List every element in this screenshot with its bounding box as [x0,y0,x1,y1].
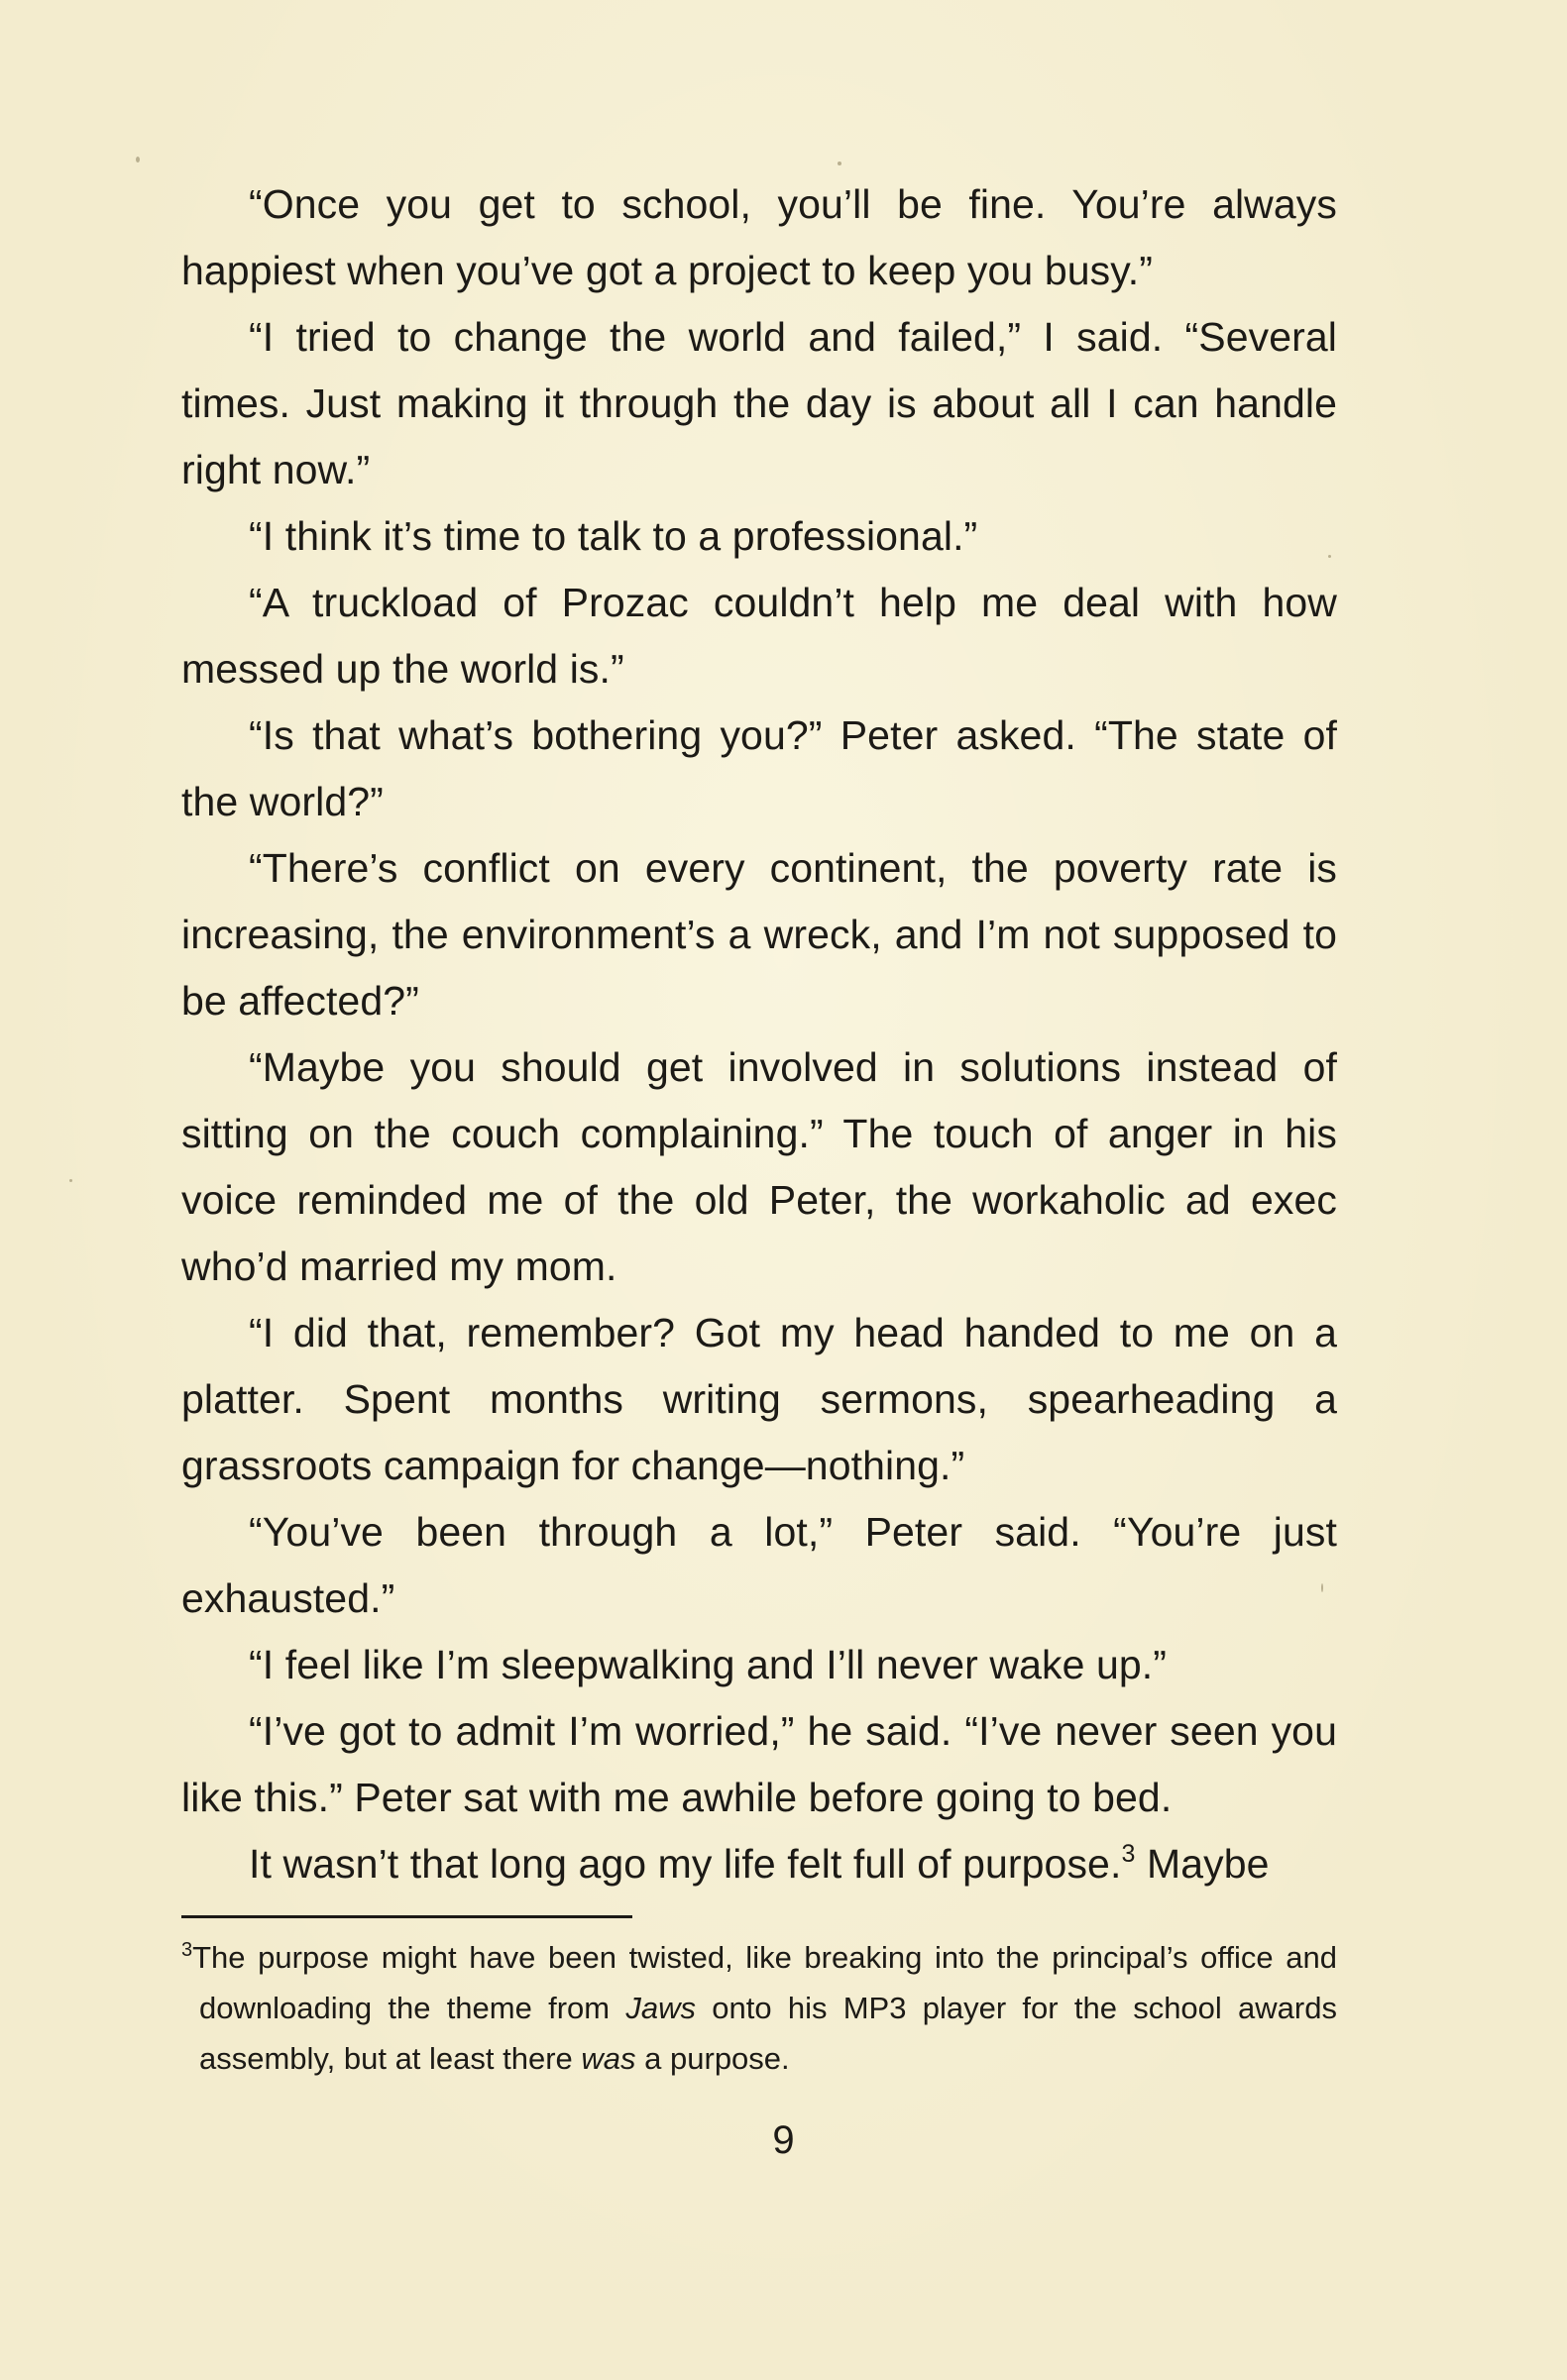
footnote-text: a purpose. [635,2041,790,2076]
paragraph: “I feel like I’m sleepwalking and I’ll never wake up.” [249,1642,1168,1687]
paragraph: “I’ve got to admit I’m worried,” he said. “I’ve never seen you like this.” Peter sat with me awhile before going to bed. [181,1708,1337,1820]
page-number: 9 [772,2118,795,2162]
footnote-marker: 3 [181,1939,193,1961]
paper-speck [838,162,841,165]
body-text [181,171,1337,1897]
paragraph: “A truckload of Prozac couldn’t help me deal with how messed up the world is.” [181,580,1337,692]
paper-speck [136,157,140,162]
paragraph: “I tried to change the world and failed,” I said. “Several times. Just making it through the day is about all I can handle right now.” [181,314,1337,492]
paragraph: “Maybe you should get involved in solutions instead of sitting on the couch complaining.” The touch of anger in his voice reminded me of the old Peter, the workaholic ad exec who’d married my mom. [181,1044,1337,1289]
paragraph: “You’ve been through a lot,” Peter said. “You’re just exhausted.” [181,1509,1337,1621]
footnote-body [181,1932,1337,2084]
footnote-italic-emphasis: was [581,2041,636,2076]
paragraph: “I did that, remember? Got my head handed to me on a platter. Spent months writing sermons, spearheading a grassroots campaign for change—nothing.” [181,1310,1337,1488]
paragraph: “Is that what’s bothering you?” Peter asked. “The state of the world?” [181,712,1337,824]
paragraph: “Once you get to school, you’ll be fine. You’re always happiest when you’ve got a project to keep you busy.” [181,181,1337,293]
footnote-divider [181,1915,632,1918]
footnote [181,1932,1337,2084]
paragraph: “There’s conflict on every continent, the poverty rate is increasing, the environment’s a wreck, and I’m not supposed to be affected?” [181,845,1337,1024]
footnote-text: The purpose might have been twisted, like breaking into the principal’s office and downloading the theme from [192,1940,1337,2025]
paper-speck [69,1179,72,1182]
footnote-reference: 3 [1121,1840,1136,1868]
paragraph-text: It wasn’t that long ago my life felt full of purpose. [249,1841,1122,1887]
footnote-text: onto his MP3 player for the school awards assembly, but at least there [199,1991,1337,2076]
footnote-italic-title: Jaws [625,1991,696,2025]
paragraph-last [181,1831,1337,1897]
paragraph: “I think it’s time to talk to a professional.” [249,513,978,559]
paragraph-text-continued: Maybe [1135,1841,1270,1887]
